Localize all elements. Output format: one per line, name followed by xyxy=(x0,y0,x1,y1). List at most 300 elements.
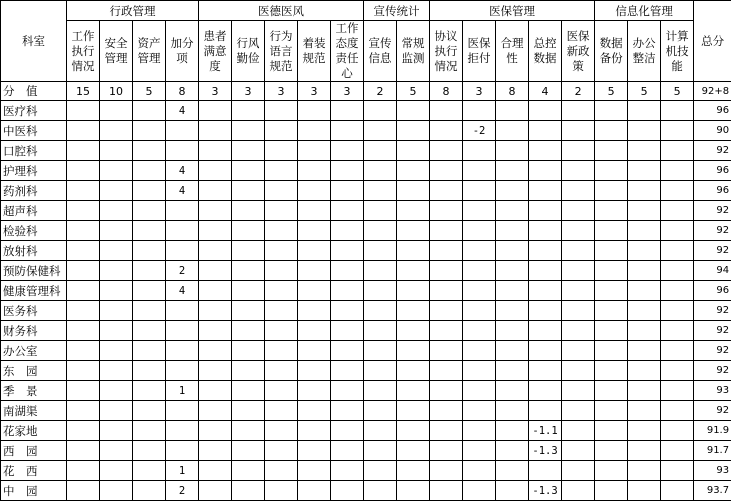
table-row xyxy=(1,181,731,201)
score-cell xyxy=(661,441,694,461)
score-cell xyxy=(397,221,430,241)
score-cell xyxy=(100,221,133,241)
score-cell xyxy=(463,201,496,221)
score-cell xyxy=(100,241,133,261)
score-cell xyxy=(67,341,100,361)
score-cell xyxy=(496,201,529,221)
score-cell xyxy=(133,221,166,241)
score-cell xyxy=(199,341,232,361)
department-name: 中 园 xyxy=(1,481,67,501)
score-cell xyxy=(166,121,199,141)
score-cell xyxy=(331,341,364,361)
score-cell xyxy=(661,321,694,341)
row-total: 96 xyxy=(694,181,731,201)
column-header: 总控数据 xyxy=(529,21,562,82)
score-cell xyxy=(397,321,430,341)
score-cell xyxy=(232,101,265,121)
score-cell xyxy=(265,261,298,281)
score-cell xyxy=(661,241,694,261)
score-cell xyxy=(661,161,694,181)
score-cell xyxy=(628,361,661,381)
score-value: 2 xyxy=(562,82,595,101)
score-cell xyxy=(628,301,661,321)
score-cell xyxy=(100,321,133,341)
score-cell xyxy=(298,301,331,321)
score-cell xyxy=(562,241,595,261)
score-cell xyxy=(265,381,298,401)
score-cell xyxy=(232,421,265,441)
score-cell xyxy=(430,381,463,401)
score-cell xyxy=(265,361,298,381)
score-cell xyxy=(397,441,430,461)
score-cell xyxy=(595,161,628,181)
score-cell xyxy=(100,161,133,181)
score-cell xyxy=(331,281,364,301)
score-cell: 4 xyxy=(166,281,199,301)
score-cell xyxy=(232,221,265,241)
score-cell xyxy=(100,421,133,441)
score-cell xyxy=(298,341,331,361)
score-cell xyxy=(430,461,463,481)
score-cell xyxy=(133,241,166,261)
row-total: 93 xyxy=(694,461,731,481)
score-cell xyxy=(199,381,232,401)
score-cell xyxy=(562,401,595,421)
score-cell xyxy=(232,401,265,421)
score-cell xyxy=(232,341,265,361)
score-cell xyxy=(67,201,100,221)
score-cell xyxy=(298,201,331,221)
score-cell xyxy=(628,121,661,141)
score-cell xyxy=(67,381,100,401)
score-value: 5 xyxy=(133,82,166,101)
score-cell xyxy=(166,141,199,161)
score-cell xyxy=(397,461,430,481)
score-cell xyxy=(199,221,232,241)
score-cell xyxy=(100,101,133,121)
score-cell xyxy=(595,401,628,421)
score-cell xyxy=(133,421,166,441)
score-cell xyxy=(364,241,397,261)
score-cell xyxy=(166,221,199,241)
score-cell xyxy=(133,361,166,381)
department-name: 医疗科 xyxy=(1,101,67,121)
score-cell xyxy=(661,281,694,301)
score-cell xyxy=(397,181,430,201)
score-cell xyxy=(199,101,232,121)
score-cell xyxy=(628,161,661,181)
score-cell xyxy=(529,381,562,401)
score-cell xyxy=(67,101,100,121)
score-cell xyxy=(397,101,430,121)
score-cell xyxy=(463,141,496,161)
score-cell xyxy=(100,441,133,461)
row-total: 96 xyxy=(694,101,731,121)
score-cell xyxy=(298,461,331,481)
group-header-row xyxy=(1,1,731,21)
score-cell xyxy=(298,181,331,201)
score-cell xyxy=(67,321,100,341)
column-header-row xyxy=(1,21,731,82)
score-cell xyxy=(430,201,463,221)
score-cell xyxy=(496,161,529,181)
score-cell xyxy=(562,341,595,361)
score-cell xyxy=(628,201,661,221)
score-value: 8 xyxy=(430,82,463,101)
row-total: 92 xyxy=(694,321,731,341)
score-cell xyxy=(199,261,232,281)
score-value: 5 xyxy=(397,82,430,101)
score-cell xyxy=(166,421,199,441)
row-total: 93.7 xyxy=(694,481,731,501)
score-cell xyxy=(166,441,199,461)
score-cell xyxy=(67,421,100,441)
score-cell xyxy=(397,381,430,401)
score-cell xyxy=(364,341,397,361)
score-cell xyxy=(166,401,199,421)
score-cell xyxy=(562,181,595,201)
score-cell xyxy=(331,461,364,481)
score-cell xyxy=(67,181,100,201)
score-cell xyxy=(100,481,133,501)
score-cell xyxy=(100,301,133,321)
column-header: 着装规范 xyxy=(298,21,331,82)
score-cell xyxy=(67,261,100,281)
score-cell xyxy=(496,361,529,381)
score-cell xyxy=(628,461,661,481)
score-cell xyxy=(364,461,397,481)
score-cell xyxy=(232,481,265,501)
score-cell xyxy=(199,421,232,441)
score-cell xyxy=(529,161,562,181)
row-total: 92 xyxy=(694,361,731,381)
score-cell xyxy=(232,121,265,141)
score-cell xyxy=(562,381,595,401)
score-cell xyxy=(595,421,628,441)
row-total: 96 xyxy=(694,281,731,301)
table-row xyxy=(1,441,731,461)
score-cell xyxy=(331,141,364,161)
score-cell xyxy=(463,301,496,321)
score-cell xyxy=(364,301,397,321)
column-header: 计算机技能 xyxy=(661,21,694,82)
score-value: 2 xyxy=(364,82,397,101)
score-cell xyxy=(628,221,661,241)
score-cell xyxy=(232,241,265,261)
score-cell xyxy=(67,441,100,461)
score-cell xyxy=(562,361,595,381)
score-cell xyxy=(628,181,661,201)
score-cell xyxy=(628,381,661,401)
score-cell xyxy=(364,141,397,161)
corner-header: 科室 xyxy=(1,1,67,82)
score-cell xyxy=(397,481,430,501)
score-value: 3 xyxy=(463,82,496,101)
score-cell xyxy=(562,481,595,501)
score-value: 3 xyxy=(199,82,232,101)
score-cell xyxy=(331,101,364,121)
score-cell xyxy=(529,361,562,381)
score-cell xyxy=(463,321,496,341)
department-name: 南湖渠 xyxy=(1,401,67,421)
score-cell xyxy=(100,361,133,381)
score-cell xyxy=(232,441,265,461)
group-header: 医保管理 xyxy=(430,1,595,21)
table-row xyxy=(1,201,731,221)
department-name: 医务科 xyxy=(1,301,67,321)
department-name: 季 景 xyxy=(1,381,67,401)
score-cell xyxy=(67,481,100,501)
score-cell xyxy=(133,441,166,461)
score-cell xyxy=(199,121,232,141)
score-cell xyxy=(397,281,430,301)
score-cell xyxy=(100,461,133,481)
column-header: 工作执行情况 xyxy=(67,21,100,82)
score-cell xyxy=(595,201,628,221)
score-cell xyxy=(595,221,628,241)
score-cell xyxy=(430,421,463,441)
row-total: 92 xyxy=(694,141,731,161)
score-cell xyxy=(430,181,463,201)
score-cell xyxy=(661,261,694,281)
score-cell xyxy=(562,101,595,121)
score-cell xyxy=(430,341,463,361)
score-cell xyxy=(463,281,496,301)
score-cell xyxy=(463,481,496,501)
table-row xyxy=(1,121,731,141)
score-cell xyxy=(628,481,661,501)
score-cell xyxy=(232,181,265,201)
score-cell xyxy=(496,301,529,321)
table-row xyxy=(1,101,731,121)
score-cell xyxy=(331,401,364,421)
score-cell xyxy=(100,341,133,361)
score-cell xyxy=(529,101,562,121)
department-name: 财务科 xyxy=(1,321,67,341)
score-cell xyxy=(529,261,562,281)
score-cell xyxy=(496,381,529,401)
total-header: 总分 xyxy=(694,1,731,82)
score-cell xyxy=(298,421,331,441)
department-name: 放射科 xyxy=(1,241,67,261)
score-cell xyxy=(430,321,463,341)
score-cell xyxy=(364,121,397,141)
score-cell xyxy=(628,341,661,361)
column-header: 协议执行情况 xyxy=(430,21,463,82)
score-cell xyxy=(67,121,100,141)
score-cell xyxy=(562,161,595,181)
score-cell xyxy=(661,381,694,401)
department-name: 办公室 xyxy=(1,341,67,361)
score-cell: -2 xyxy=(463,121,496,141)
score-cell xyxy=(529,321,562,341)
score-cell xyxy=(661,341,694,361)
score-cell xyxy=(232,381,265,401)
score-cell xyxy=(496,101,529,121)
score-cell xyxy=(265,221,298,241)
score-cell xyxy=(562,421,595,441)
column-header: 办公整洁 xyxy=(628,21,661,82)
column-header: 行为语言规范 xyxy=(265,21,298,82)
score-cell xyxy=(67,221,100,241)
score-cell xyxy=(595,301,628,321)
score-cell xyxy=(496,261,529,281)
score-cell xyxy=(430,481,463,501)
group-header: 信息化管理 xyxy=(595,1,694,21)
table-row xyxy=(1,381,731,401)
table-row xyxy=(1,221,731,241)
score-cell xyxy=(133,141,166,161)
table-row xyxy=(1,241,731,261)
score-cell xyxy=(100,401,133,421)
score-cell xyxy=(331,441,364,461)
score-cell xyxy=(265,421,298,441)
score-cell xyxy=(496,421,529,441)
score-cell xyxy=(661,461,694,481)
score-cell xyxy=(397,401,430,421)
column-header: 医保新政策 xyxy=(562,21,595,82)
score-cell xyxy=(298,281,331,301)
score-cell xyxy=(298,141,331,161)
department-name: 健康管理科 xyxy=(1,281,67,301)
score-cell xyxy=(67,301,100,321)
score-cell xyxy=(595,241,628,261)
score-cell xyxy=(562,461,595,481)
score-cell xyxy=(562,121,595,141)
score-cell xyxy=(331,381,364,401)
score-cell xyxy=(364,201,397,221)
score-cell xyxy=(529,281,562,301)
table-row xyxy=(1,281,731,301)
row-total: 96 xyxy=(694,161,731,181)
score-cell xyxy=(595,461,628,481)
score-cell xyxy=(529,181,562,201)
score-cell xyxy=(298,221,331,241)
table-body xyxy=(1,1,731,501)
department-name: 东 园 xyxy=(1,361,67,381)
score-cell xyxy=(628,321,661,341)
score-cell xyxy=(595,121,628,141)
score-value: 5 xyxy=(595,82,628,101)
score-cell xyxy=(430,361,463,381)
score-cell xyxy=(331,361,364,381)
score-value: 3 xyxy=(232,82,265,101)
score-cell xyxy=(562,321,595,341)
score-cell xyxy=(430,261,463,281)
score-cell xyxy=(628,241,661,261)
score-cell xyxy=(265,121,298,141)
score-cell xyxy=(496,321,529,341)
score-cell xyxy=(595,481,628,501)
score-cell xyxy=(430,401,463,421)
score-cell xyxy=(199,361,232,381)
score-cell: -1.3 xyxy=(529,441,562,461)
score-cell xyxy=(496,141,529,161)
score-cell xyxy=(496,121,529,141)
score-cell xyxy=(265,201,298,221)
score-cell xyxy=(199,141,232,161)
score-cell xyxy=(628,441,661,461)
score-cell xyxy=(232,461,265,481)
score-cell xyxy=(463,221,496,241)
score-cell xyxy=(298,321,331,341)
score-cell xyxy=(496,341,529,361)
score-value: 3 xyxy=(331,82,364,101)
score-cell xyxy=(265,301,298,321)
score-cell xyxy=(298,481,331,501)
score-value: 8 xyxy=(166,82,199,101)
score-cell xyxy=(331,161,364,181)
score-cell xyxy=(595,321,628,341)
score-cell xyxy=(166,321,199,341)
score-cell xyxy=(133,101,166,121)
score-cell xyxy=(397,341,430,361)
score-cell: 1 xyxy=(166,381,199,401)
table-row xyxy=(1,361,731,381)
row-total: 91.7 xyxy=(694,441,731,461)
score-cell xyxy=(100,141,133,161)
score-cell xyxy=(364,321,397,341)
score-cell xyxy=(199,301,232,321)
score-cell xyxy=(661,181,694,201)
score-cell xyxy=(463,401,496,421)
score-cell xyxy=(595,181,628,201)
table-row xyxy=(1,421,731,441)
score-cell xyxy=(298,401,331,421)
score-cell xyxy=(199,201,232,221)
score-value: 8 xyxy=(496,82,529,101)
score-cell xyxy=(67,241,100,261)
score-cell xyxy=(364,401,397,421)
score-cell xyxy=(265,281,298,301)
score-cell xyxy=(661,121,694,141)
score-cell xyxy=(397,361,430,381)
score-cell xyxy=(364,421,397,441)
score-cell xyxy=(133,341,166,361)
score-cell xyxy=(364,281,397,301)
score-cell xyxy=(496,281,529,301)
score-cell: -1.3 xyxy=(529,481,562,501)
score-cell xyxy=(199,461,232,481)
table-row xyxy=(1,321,731,341)
score-cell xyxy=(529,461,562,481)
column-header: 医保拒付 xyxy=(463,21,496,82)
score-cell xyxy=(430,281,463,301)
score-cell xyxy=(331,481,364,501)
score-cell xyxy=(430,241,463,261)
score-cell xyxy=(133,181,166,201)
score-cell xyxy=(199,321,232,341)
score-cell xyxy=(100,121,133,141)
score-cell xyxy=(364,261,397,281)
score-cell xyxy=(628,401,661,421)
score-cell xyxy=(133,321,166,341)
score-row-label: 分 值 xyxy=(1,82,67,101)
score-cell xyxy=(496,461,529,481)
score-cell xyxy=(595,381,628,401)
score-cell xyxy=(463,381,496,401)
table-row xyxy=(1,161,731,181)
score-cell xyxy=(232,321,265,341)
score-cell xyxy=(430,101,463,121)
score-cell xyxy=(496,441,529,461)
score-cell xyxy=(199,161,232,181)
score-value: 3 xyxy=(265,82,298,101)
score-cell xyxy=(496,481,529,501)
score-cell xyxy=(331,241,364,261)
department-name: 口腔科 xyxy=(1,141,67,161)
table-row xyxy=(1,141,731,161)
